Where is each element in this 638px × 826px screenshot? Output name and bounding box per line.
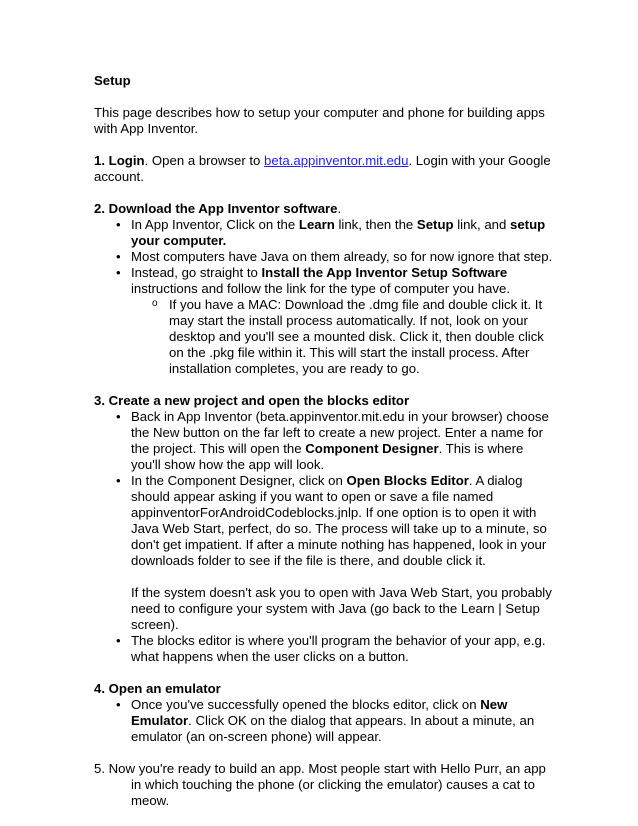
step-4-heading: 4. Open an emulator bbox=[94, 681, 221, 696]
step-1-paragraph bbox=[94, 153, 554, 185]
step-4-section bbox=[94, 681, 554, 745]
list-item: • In the Component Designer, click on Open Blocks Editor. A dialog should appear asking if you want to open or save a file named appinventorForAndroidCodeblocks.jnlp. If one option is to open it with Java Web Start, perfect, do so. The process will take up to a minute, so don't get impatient. If after a minute nothing has happened, look in your downloads folder to see if the file is there, and double click it. If the system doesn't ask you to open with Java Web Start, you probably need to configure your system with Java (go back to the Learn | Setup screen). bbox=[131, 473, 554, 633]
step-3-heading: 3. Create a new project and open the blocks editor bbox=[94, 393, 410, 408]
step-3-list bbox=[94, 409, 554, 665]
step-1-label: 1. Login bbox=[94, 153, 145, 168]
list-item: • In App Inventor, Click on the Learn link, then the Setup link, and setup your computer. bbox=[131, 217, 554, 249]
step-1-pre-link: . Open a browser to bbox=[144, 153, 265, 168]
list-item: • The blocks editor is where you'll program the behavior of your app, e.g. what happens when the user clicks on a button. bbox=[131, 633, 554, 665]
list-item: • Once you've successfully opened the blocks editor, click on New Emulator. Click OK on the dialog that appears. In about a minute, an emulator (an on-screen phone) will appear. bbox=[131, 697, 554, 745]
step-4-list bbox=[94, 697, 554, 745]
document-page bbox=[94, 73, 554, 809]
step-2-list bbox=[94, 217, 554, 377]
list-item: • Back in App Inventor (beta.appinventor.mit.edu in your browser) choose the New button on the far left to create a new project. Enter a name for the project. This will open the Component Designer. This is where you'll show how the app will look. bbox=[131, 409, 554, 473]
step-5-paragraph: 5. Now you're ready to build an app. Most people start with Hello Purr, an app in which touching the phone (or clicking the emulator) causes a cat to meow. bbox=[94, 761, 546, 808]
list-item: • Most computers have Java on them already, so for now ignore that step. bbox=[131, 249, 554, 265]
step-2-heading: 2. Download the App Inventor software bbox=[94, 201, 338, 216]
step-1-post-link: . Login with your Google account. bbox=[94, 153, 551, 184]
step-3-note: If the system doesn't ask you to open with Java Web Start, you probably need to configure your system with Java (go back to the Learn | Setup screen). bbox=[131, 585, 552, 632]
sub-list-item: o If you have a MAC: Download the .dmg file and double click it. It may start the install process automatically. If not, look on your desktop and you'll see a mounted disk. Click it, then double click on the .pkg file within it. This will start the install process. After installation completes, you are ready to go. bbox=[169, 297, 554, 377]
step-2-sublist bbox=[131, 297, 554, 377]
intro-paragraph: This page describes how to setup your computer and phone for building apps with App Inventor. bbox=[94, 105, 545, 136]
step-3-section bbox=[94, 393, 554, 665]
step-2-section bbox=[94, 201, 554, 377]
step-2-heading-line: 2. Download the App Inventor software. bbox=[94, 201, 342, 216]
page-title: Setup bbox=[94, 73, 131, 88]
list-item: • Instead, go straight to Install the App Inventor Setup Software instructions and follow the link for the type of computer you have. o If you have a MAC: Download the .dmg file and double click it. It may start the install process automatically. If not, look on your desktop and you'll see a mounted disk. Click it, then double click on the .pkg file within it. This will start the install process. After installation completes, you are ready to go. bbox=[131, 265, 554, 377]
appinventor-link[interactable]: beta.appinventor.mit.edu bbox=[264, 153, 409, 168]
